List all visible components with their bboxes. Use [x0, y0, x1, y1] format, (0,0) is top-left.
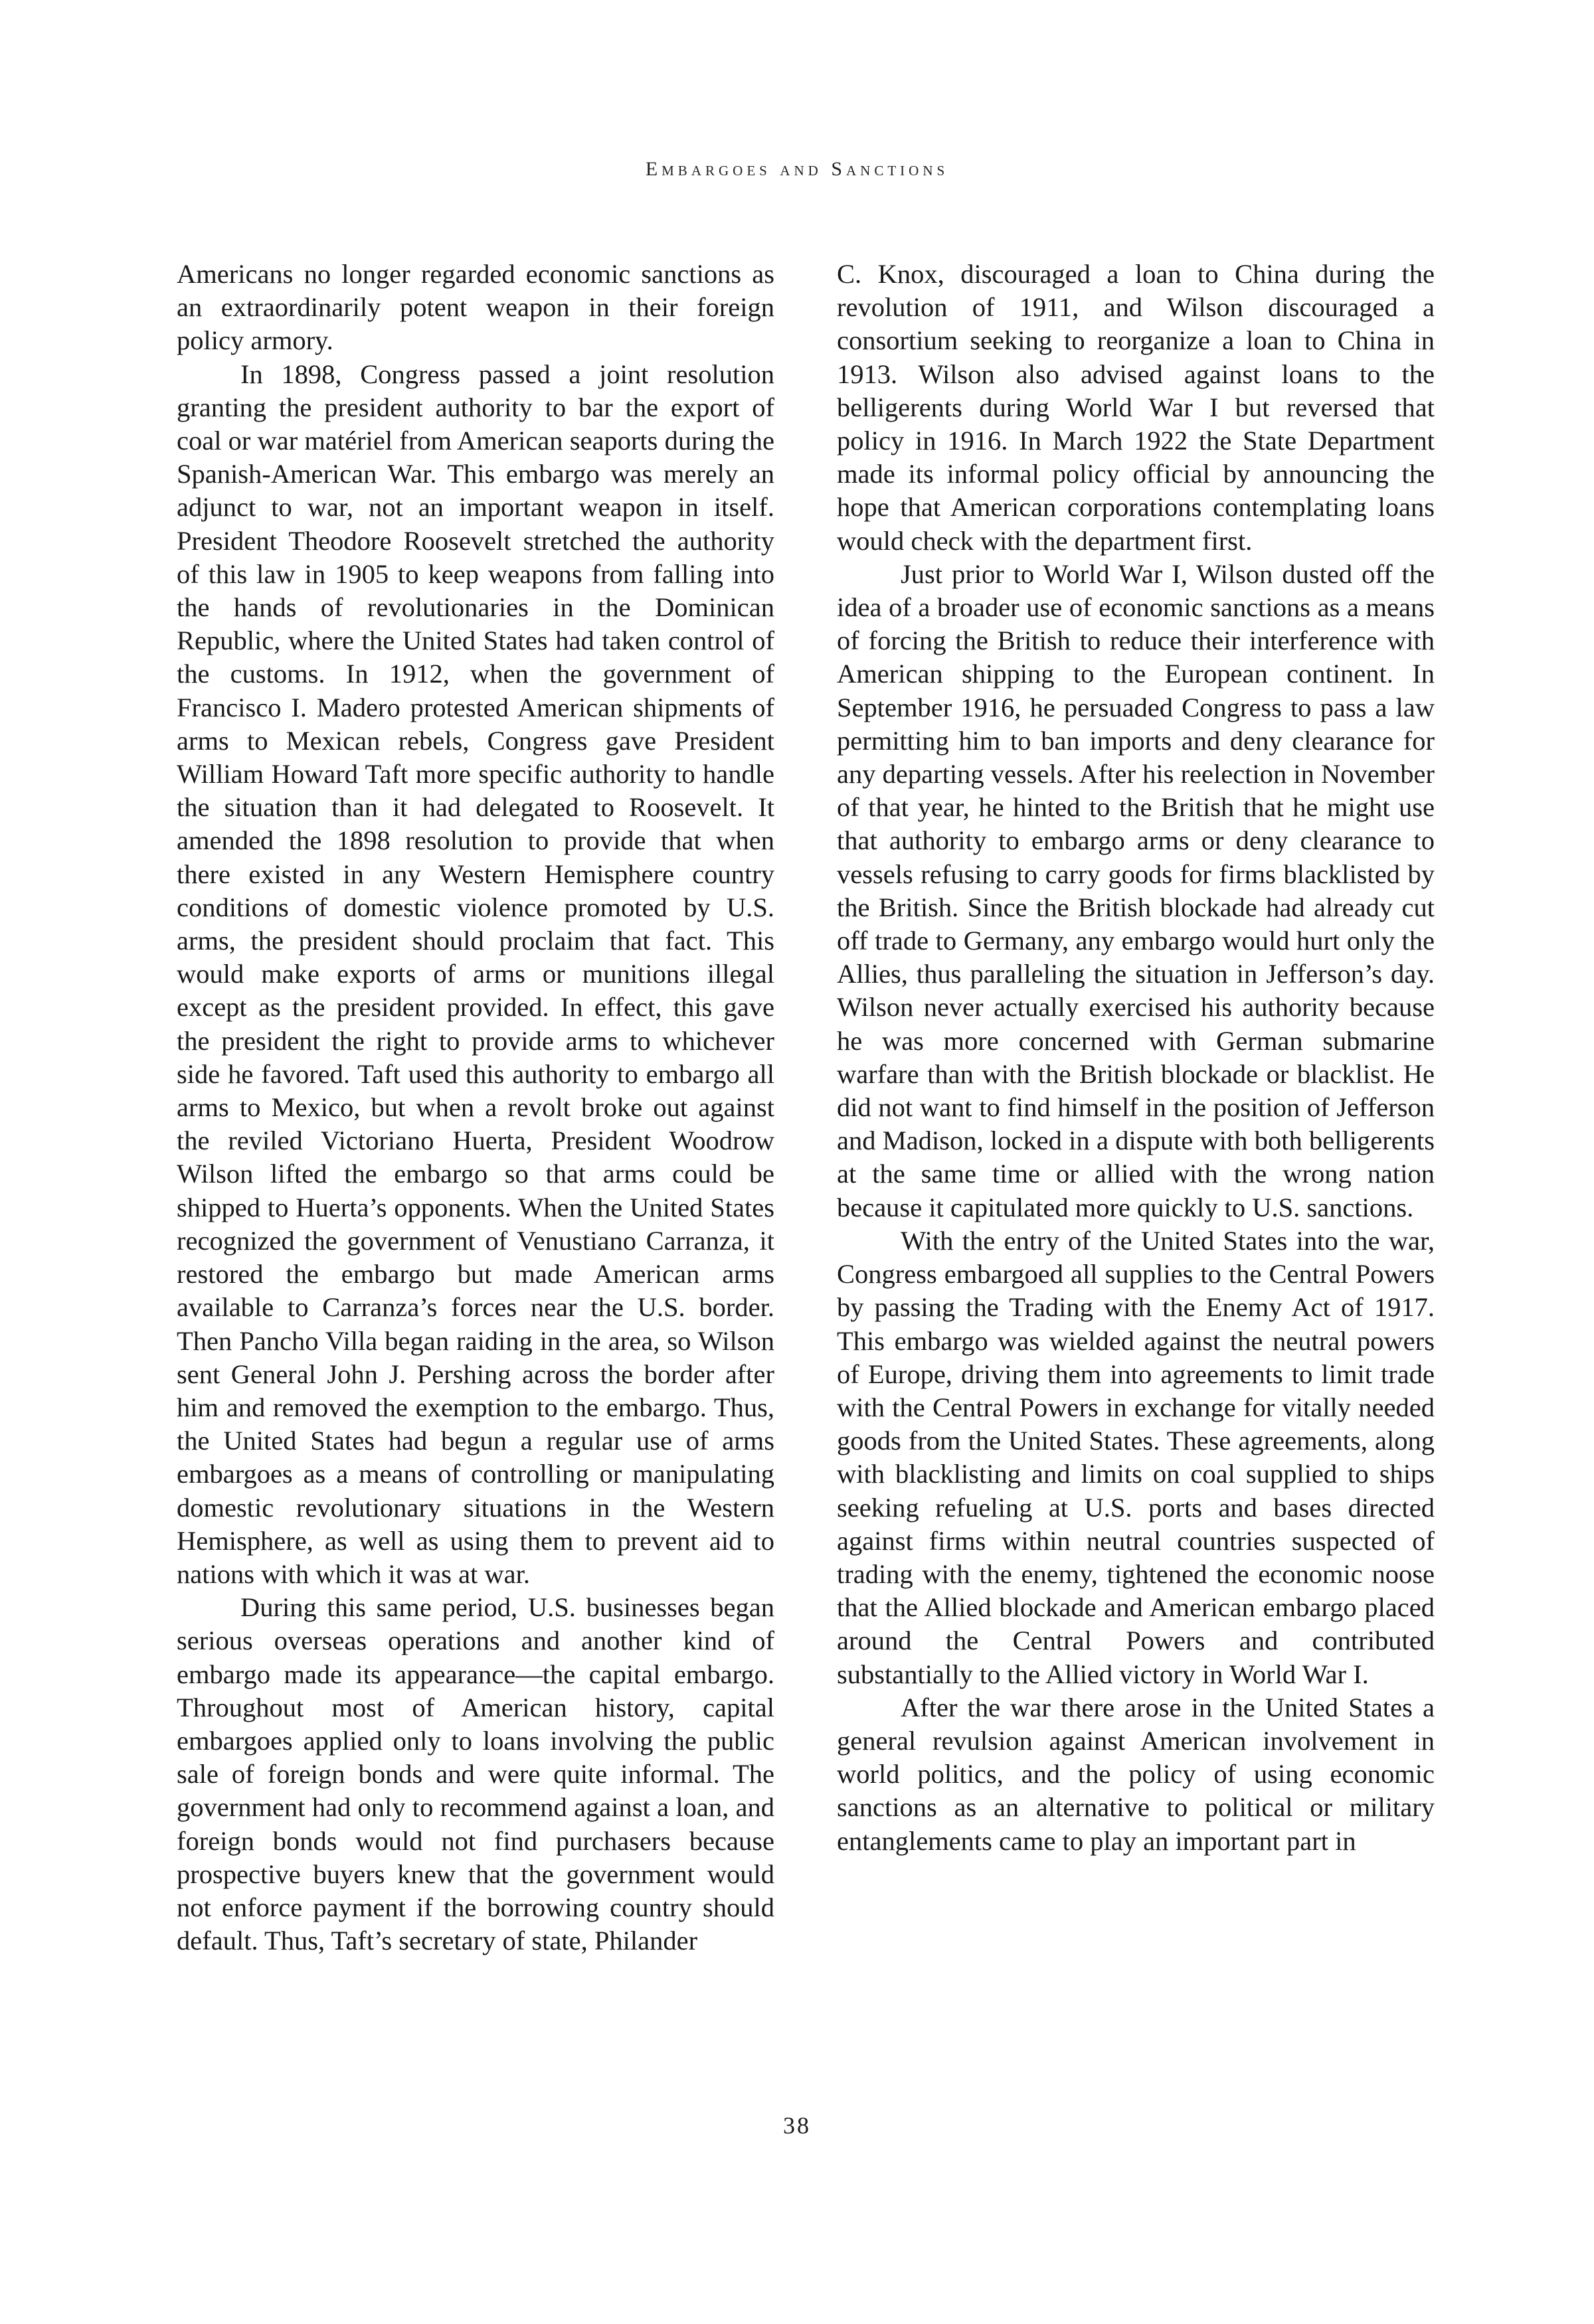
paragraph: C. Knox, discouraged a loan to China during the revolution of 1911, and Wilson discouraged a consortium seeking to reorganize a loan to China in 1913. Wilson also advised against loans to the belligerents during World War I but reversed that policy in 1916. In March 1922 the State Department made its informal policy official by announcing the hope that American corporations contemplating loans would check with the department first.: [837, 259, 1435, 556]
left-column: [177, 258, 774, 1957]
paragraph: During this same period, U.S. businesses began serious overseas operations and another kind of embargo made its appearance—the capital embargo. Throughout most of American history, capital embargoes applied only to loans involving the public sale of foreign bonds and were quite informal. The government had only to recommend against a loan, and foreign bonds would not find purchasers because prospective buyers knew that the government would not enforce payment if the borrowing country should default. Thus, Taft’s secretary of state, Philander: [177, 1592, 774, 1956]
page-number: 38: [783, 2112, 811, 2139]
paragraph: Just prior to World War I, Wilson dusted off the idea of a broader use of economic sanctions as a means of forcing the British to reduce their interference with American shipping to the European continent. In September 1916, he persuaded Congress to pass a law permitting him to ban imports and deny clearance for any departing vessels. After his reelection in November of that year, he hinted to the British that he might use that authority to embargo arms or deny clearance to vessels refusing to carry goods for firms blacklisted by the British. Since the British blockade had already cut off trade to Germany, any embargo would hurt only the Allies, thus paralleling the situation in Jefferson’s day. Wilson never actually exercised his authority because he was more concerned with German submarine warfare than with the British blockade or blacklist. He did not want to find himself in the position of Jefferson and Madison, locked in a dispute with both belligerents at the same time or allied with the wrong nation because it capitulated more quickly to U.S. sanctions.: [837, 558, 1435, 1222]
right-column: [837, 258, 1435, 1858]
paragraph: With the entry of the United States into the war, Congress embargoed all supplies to the Central Powers by passing the Trading with the Enemy Act of 1917. This embargo was wielded against the neutral powers of Europe, driving them into agreements to limit trade with the Central Powers in exchange for vitally needed goods from the United States. These agreements, along with blacklisting and limits on coal supplied to ships seeking refueling at U.S. ports and bases directed against firms within neutral countries suspected of trading with the enemy, tightened the economic noose that the Allied blockade and American embargo placed around the Central Powers and contributed substantially to the Allied victory in World War I.: [837, 1225, 1435, 1689]
running-head: Embargoes and Sanctions: [645, 158, 949, 180]
paragraph: In 1898, Congress passed a joint resolution granting the president authority to bar the export of coal or war matériel from American seaports during the Spanish-American War. This embargo was merely an adjunct to war, not an important weapon in itself. President Theodore Roosevelt stretched the authority of this law in 1905 to keep weapons from falling into the hands of revolutionaries in the Dominican Republic, where the United States had taken control of the customs. In 1912, when the government of Francisco I. Madero protested American shipments of arms to Mexican rebels, Congress gave President William Howard Taft more specific authority to handle the situation than it had delegated to Roosevelt. It amended the 1898 resolution to provide that when there existed in any Western Hemisphere country conditions of domestic violence promoted by U.S. arms, the president should proclaim that fact. This would make exports of arms or munitions illegal except as the president provided. In effect, this gave the president the right to provide arms to whichever side he favored. Taft used this authority to embargo all arms to Mexico, but when a revolt broke out against the reviled Victoriano Huerta, President Woodrow Wilson lifted the embargo so that arms could be shipped to Huerta’s opponents. When the United States recognized the government of Venustiano Carranza, it restored the embargo but made American arms available to Carranza’s forces near the U.S. border. Then Pancho Villa began raiding in the area, so Wilson sent General John J. Pershing across the border after him and removed the exemption to the embargo. Thus, the United States had begun a regular use of arms embargoes as a means of controlling or manipulating domestic revolutionary situations in the Western Hemisphere, as well as using them to prevent aid to nations with which it was at war.: [177, 359, 774, 1589]
paragraph: Americans no longer regarded economic sanctions as an extraordinarily potent weapon in their foreign policy armory.: [177, 259, 774, 356]
paragraph: After the war there arose in the United States a general revulsion against American involvement in world politics, and the policy of using economic sanctions as an alternative to political or military entanglements came to play an important part in: [837, 1692, 1435, 1856]
